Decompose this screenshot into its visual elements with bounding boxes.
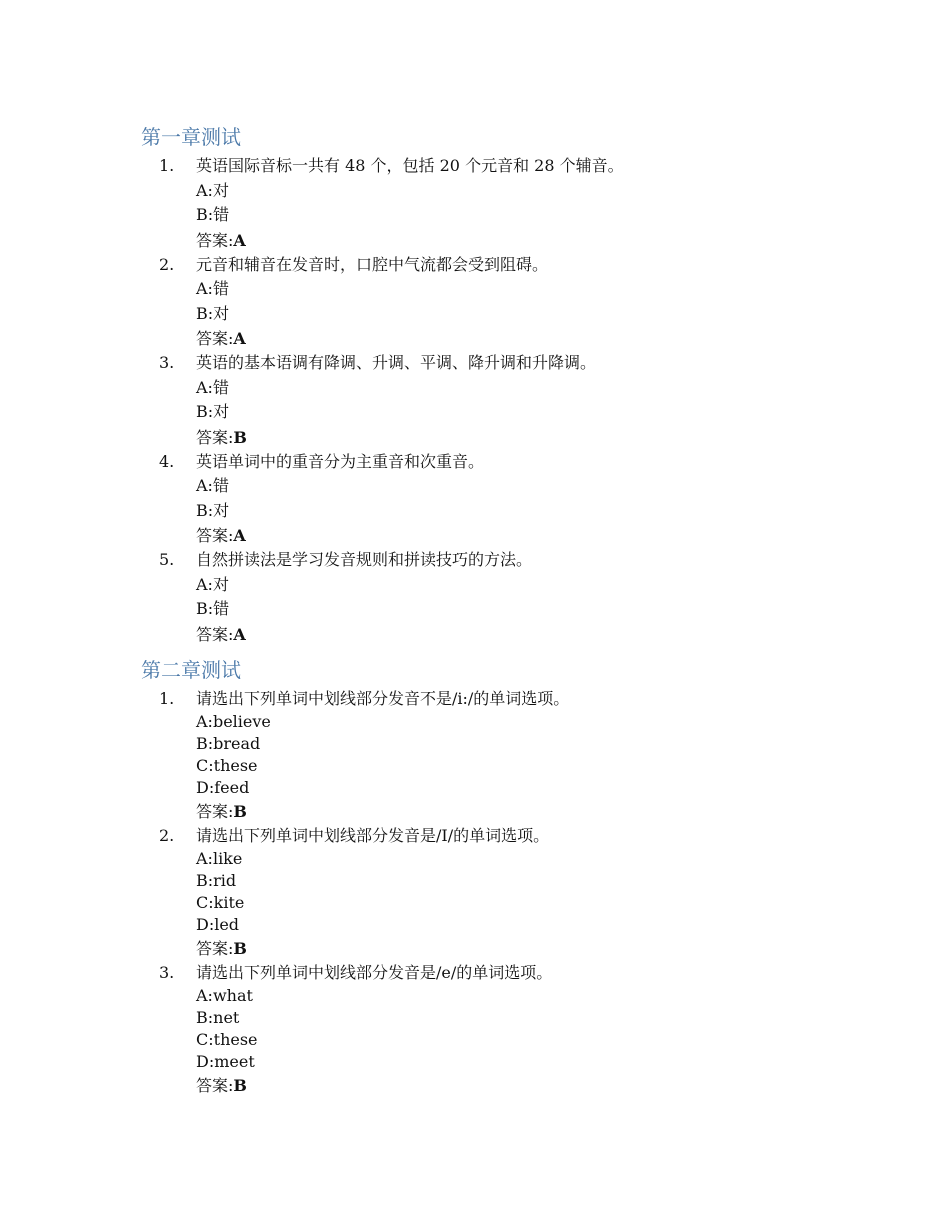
option-a: A:like (196, 848, 243, 868)
answer-label: 答案: (196, 1075, 234, 1095)
question-number: 2. (159, 254, 175, 274)
question-item (141, 548, 950, 647)
question-item (141, 351, 950, 450)
question-number: 4. (159, 451, 175, 471)
question-number: 5. (159, 550, 175, 569)
answer-value: B (233, 427, 247, 447)
answer-line (196, 1073, 950, 1098)
option-d: D:meet (196, 1051, 255, 1071)
answer-value: B (233, 938, 247, 958)
answer-value: B (233, 1075, 247, 1095)
option-c: C:these (196, 1029, 258, 1049)
answer-label: 答案: (196, 938, 234, 958)
question-text: 元音和辅音在发音时，口腔中气流都会受到阻碍。 (196, 254, 549, 274)
answer-line (196, 228, 950, 253)
option-b: B:错 (196, 205, 230, 224)
option-b: B:对 (196, 303, 230, 323)
answer-value: A (233, 624, 246, 644)
question-text: 英语国际音标一共有 48 个，包括 20 个元音和 28 个辅音。 (196, 156, 624, 175)
option-b: B:net (196, 1007, 240, 1027)
question-number: 3. (159, 962, 175, 982)
answer-line (196, 425, 950, 450)
answer-line (196, 622, 950, 647)
option-b: B:bread (196, 733, 261, 753)
option-d: D:led (196, 914, 240, 934)
option-b: B:错 (196, 599, 230, 618)
question-item (141, 961, 950, 1098)
question-item (141, 687, 950, 824)
chapter-1 (141, 122, 950, 647)
question-number: 2. (159, 825, 175, 845)
question-text: 自然拼读法是学习发音规则和拼读技巧的方法。 (196, 550, 533, 569)
option-a: A:对 (196, 574, 229, 594)
option-b: B:rid (196, 870, 237, 890)
answer-label: 答案: (196, 427, 234, 447)
question-item (141, 253, 950, 352)
answer-line (196, 326, 950, 351)
chapter-2 (141, 655, 950, 1098)
question-number: 1. (159, 156, 175, 175)
option-d: D:feed (196, 777, 250, 797)
question-item (141, 450, 950, 549)
option-a: A:错 (196, 377, 229, 397)
answer-label: 答案: (196, 230, 234, 250)
question-text: 请选出下列单词中划线部分发音是/I/的单词选项。 (196, 825, 550, 845)
question-text: 请选出下列单词中划线部分发音是/e/的单词选项。 (196, 962, 553, 982)
question-text: 英语单词中的重音分为主重音和次重音。 (196, 451, 485, 471)
answer-label: 答案: (196, 624, 234, 644)
option-a: A:what (196, 985, 253, 1005)
answer-label: 答案: (196, 329, 234, 348)
answer-value: A (233, 329, 246, 348)
option-c: C:kite (196, 892, 245, 912)
answer-line (196, 936, 950, 961)
option-b: B:对 (196, 500, 230, 520)
option-a: A:错 (196, 279, 229, 298)
question-item (141, 824, 950, 961)
question-item (141, 154, 950, 253)
question-number: 3. (159, 353, 175, 372)
question-text: 英语的基本语调有降调、升调、平调、降升调和升降调。 (196, 353, 597, 372)
question-number: 1. (159, 688, 175, 708)
answer-label: 答案: (196, 801, 234, 821)
answer-label: 答案: (196, 526, 234, 545)
answer-value: A (233, 230, 246, 250)
answer-value: B (233, 801, 247, 821)
answer-line (196, 799, 950, 824)
option-c: C:these (196, 755, 258, 775)
chapter-title: 第一章测试 (141, 125, 241, 149)
option-a: A:错 (196, 476, 229, 495)
question-text: 请选出下列单词中划线部分发音不是/i:/的单词选项。 (196, 688, 570, 708)
option-b: B:对 (196, 402, 230, 421)
answer-line (196, 523, 950, 548)
chapter-title: 第二章测试 (141, 657, 241, 682)
answer-value: A (233, 526, 246, 545)
option-a: A:believe (196, 711, 271, 731)
option-a: A:对 (196, 180, 229, 200)
